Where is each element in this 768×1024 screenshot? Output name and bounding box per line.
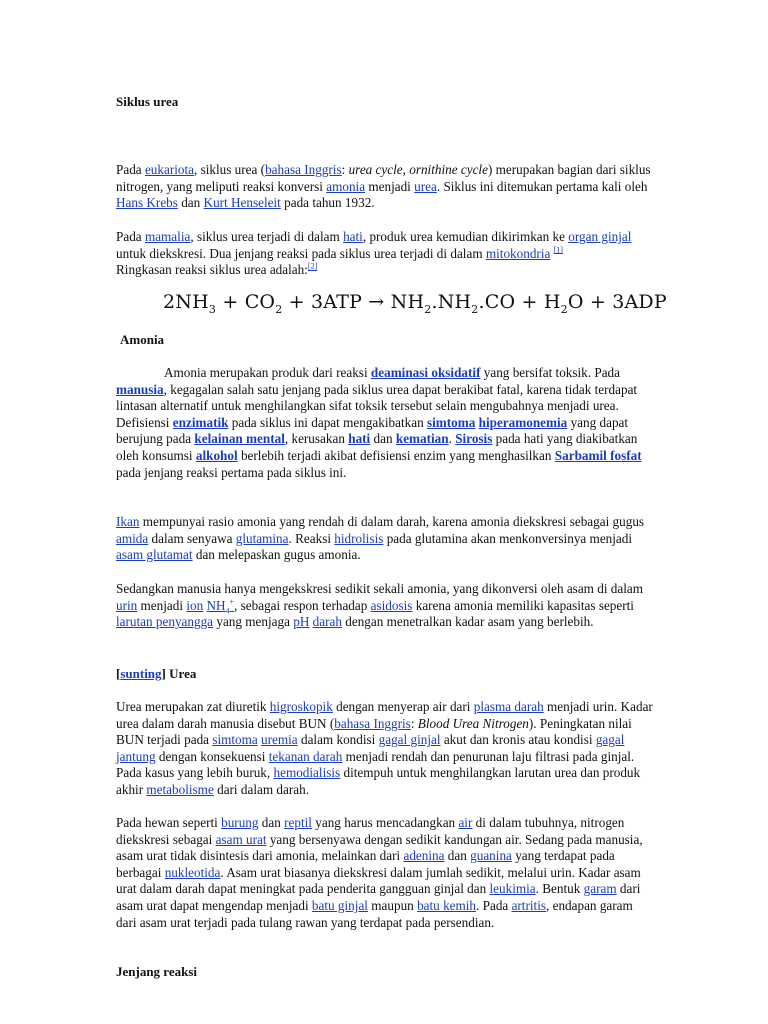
ikan-paragraph: Ikan mempunyai rasio amonia yang rendah di dalam darah, karena amonia diekskresi sebagai gugus amida dalam senyawa glutamina. Reaksi hidrolisis pada glutamina akan menkonversinya menjadi asam glutamat dan melepaskan gugus amonia. <box>116 514 645 563</box>
link-sarbamil-fosfat[interactable]: Sarbamil fosfat <box>554 447 642 463</box>
link-nukleotida[interactable]: nukleotida <box>164 864 221 880</box>
link-asidosis[interactable]: asidosis <box>370 597 413 613</box>
link-alkohol[interactable]: alkohol <box>195 447 238 463</box>
link-gagal-ginjal[interactable]: gagal ginjal <box>378 732 441 748</box>
link-tekanan-darah[interactable]: tekanan darah <box>268 748 343 764</box>
link-kematian[interactable]: kematian <box>395 431 449 447</box>
link-manusia[interactable]: manusia <box>116 381 164 397</box>
link-hidrolisis[interactable]: hidrolisis <box>334 530 384 546</box>
link-hemodialisis[interactable]: hemodialisis <box>273 765 341 781</box>
link-artritis[interactable]: artritis <box>511 897 546 913</box>
manusia-paragraph: Sedangkan manusia hanya mengekskresi sedikit sekali amonia, yang dikonversi oleh asam di dalam urin menjadi ion $NH_4^+$, sebagai respon terhadap asidosis karena amonia memiliki kapasitas seperti larutan penyangga yang menjaga pH darah dengan menetralkan kadar asam yang berlebih. <box>116 581 643 630</box>
link-urin[interactable]: urin <box>116 597 138 613</box>
link-garam[interactable]: garam <box>583 881 617 897</box>
link-glutamina[interactable]: glutamina <box>235 530 289 546</box>
link-amonia[interactable]: amonia <box>326 178 366 194</box>
link-plasma-darah[interactable]: plasma darah <box>473 699 544 714</box>
link-simtoma[interactable]: simtoma <box>426 414 476 430</box>
link-asam-urat[interactable]: asam urat <box>215 831 267 847</box>
link-sirosis[interactable]: Sirosis <box>455 431 493 447</box>
mamalia-paragraph: Pada mamalia, siklus urea terjadi di dalam hati, produk urea kemudian dikirimkan ke organ ginjal untuk diekskresi. Dua jenjang reaksi pada siklus urea terjadi di dalam mitokondria [1] Ringkasan reaksi siklus urea adalah:[2] <box>116 229 632 278</box>
link-uremia[interactable]: uremia <box>261 732 298 748</box>
link-ph[interactable]: pH <box>293 614 310 630</box>
link-metabolisme[interactable]: metabolisme <box>146 781 214 797</box>
link-asam-glutamat[interactable]: asam glutamat <box>116 547 193 563</box>
heading-urea: [sunting] Urea <box>116 666 197 681</box>
link-urea[interactable]: urea <box>414 178 437 194</box>
link-nh4[interactable]: $NH_4^+$ <box>206 597 235 616</box>
link-air[interactable]: air <box>458 815 473 830</box>
link-eukariota[interactable]: eukariota <box>144 162 194 177</box>
hewan-paragraph: Pada hewan seperti burung dan reptil yang harus mencadangkan air di dalam tubuhnya, nitrogen diekskresi sebagai asam urat yang bersenyawa dengan sedikit kandungan air. Sedang pada manusia, asam urat tidak disintesis dari amonia, melainkan dari adenina dan guanina yang terdapat pada berbagai nukleotida. Asam urat biasanya diekskresi dalam jumlah sedikit, melalui urin. Kadar asam urat dalam darah dapat meningkat pada penderita gangguan ginjal dan leukimia. Bentuk garam dari asam urat dapat mengendap menjadi batu ginjal maupun batu kemih. Pada artritis, endapan garam dari asam urat terjadi pada tulang rawan yang terdapat pada persendian. <box>116 815 643 930</box>
link-ion[interactable]: ion <box>186 597 204 613</box>
link-hati[interactable]: hati <box>343 229 363 244</box>
link-leukimia[interactable]: leukimia <box>489 881 536 897</box>
link-kurt-henseleit[interactable]: Kurt Henseleit <box>203 195 281 211</box>
link-reptil[interactable]: reptil <box>284 815 312 830</box>
link-adenina[interactable]: adenina <box>403 848 445 864</box>
link-mitokondria[interactable]: mitokondria <box>485 245 551 261</box>
link-bahasa-inggris[interactable]: bahasa Inggris <box>265 162 342 177</box>
link-hans-krebs[interactable]: Hans Krebs <box>116 195 178 211</box>
link-darah[interactable]: darah <box>312 614 342 630</box>
link-burung[interactable]: burung <box>221 815 259 830</box>
urea-paragraph: Urea merupakan zat diuretik higroskopik dengan menyerap air dari plasma darah menjadi urin. Kadar urea dalam darah manusia disebut BUN (bahasa Inggris: Blood Urea Nitrogen). Peningkatan nilai BUN terjadi pada simtoma uremia dalam kondisi gagal ginjal akut dan kronis atau kondisi gagal jantung dengan konsekuensi tekanan darah menjadi rendah dan penurunan laju filtrasi pada ginjal. Pada kasus yang lebih buruk, hemodialisis ditempuh untuk menghilangkan larutan urea dan produk akhir metabolisme dari dalam darah. <box>116 699 653 797</box>
link-mamalia[interactable]: mamalia <box>144 229 191 244</box>
heading-amonia: Amonia <box>120 332 165 347</box>
link-organ-ginjal[interactable]: organ ginjal <box>568 229 632 244</box>
link-hiperamonemia[interactable]: hiperamonemia <box>478 414 568 430</box>
reaction-formula: $2NH_3 + CO_2 + 3ATP \to NH_2.NH_2.CO + H_2O + 3ADP$ <box>163 291 667 316</box>
link-batu-ginjal[interactable]: batu ginjal <box>311 897 368 913</box>
page-title: Siklus urea <box>116 94 179 109</box>
heading-jenjang-reaksi: Jenjang reaksi <box>116 964 198 979</box>
link-simtoma-2[interactable]: simtoma <box>212 732 258 748</box>
amonia-paragraph: Amonia merupakan produk dari reaksi deaminasi oksidatif yang bersifat toksik. Pada manusia, kegagalan salah satu jenjang pada siklus urea dapat berakibat fatal, karena tidak terdapat lintasan alternatif untuk menghilangkan sifat toksik tersebut selain mengubahnya menjadi urea. Defisiensi enzimatik pada siklus ini dapat mengakibatkan simtoma hiperamonemia yang dapat berujung pada kelainan mental, kerusakan hati dan kematian. Sirosis pada hati yang diakibatkan oleh konsumsi alkohol berlebih terjadi akibat defisiensi enzim yang menghasilkan Sarbamil fosfat pada jenjang reaksi pertama pada siklus ini. <box>116 365 642 480</box>
link-higroskopik[interactable]: higroskopik <box>269 699 333 714</box>
link-hati-2[interactable]: hati <box>348 431 371 447</box>
link-enzimatik[interactable]: enzimatik <box>172 414 229 430</box>
link-kelainan-mental[interactable]: kelainan mental <box>194 431 285 447</box>
link-batu-kemih[interactable]: batu kemih <box>417 897 477 913</box>
link-larutan-penyangga[interactable]: larutan penyangga <box>116 614 214 630</box>
intro-paragraph: Pada eukariota, siklus urea (bahasa Inggris: urea cycle, ornithine cycle) merupakan bagian dari siklus nitrogen, yang meliputi reaksi konversi amonia menjadi urea. Siklus ini ditemukan pertama kali oleh Hans Krebs dan Kurt Henseleit pada tahun 1932. <box>116 162 651 211</box>
link-guanina[interactable]: guanina <box>470 848 512 864</box>
link-deaminasi-oksidatif[interactable]: deaminasi oksidatif <box>370 365 481 380</box>
link-bahasa-inggris-2[interactable]: bahasa Inggris <box>334 715 411 731</box>
link-amida[interactable]: amida <box>116 530 149 546</box>
edit-link[interactable]: sunting <box>120 666 162 681</box>
link-gagal-jantung[interactable]: gagal jantung <box>116 732 625 764</box>
link-ikan[interactable]: Ikan <box>116 514 140 529</box>
ref-2[interactable]: [2] <box>307 261 318 271</box>
ref-1[interactable]: [1] <box>553 245 563 255</box>
